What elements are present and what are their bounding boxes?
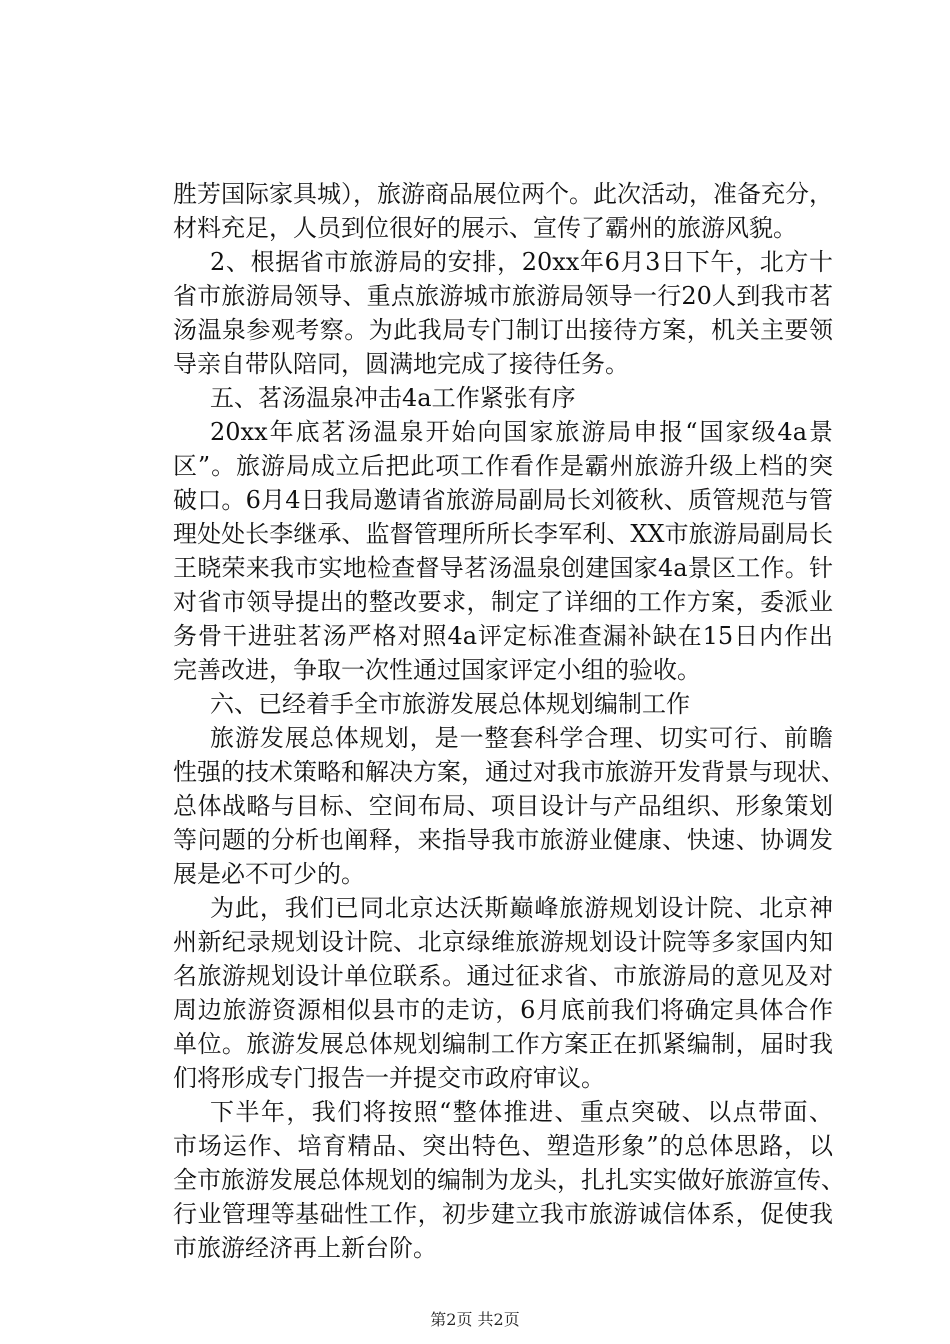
text-line: 名旅游规划设计单位联系。通过征求省、市旅游局的意见及对 — [173, 962, 833, 990]
text-line: 完善改进，争取一次性通过国家评定小组的验收。 — [173, 656, 701, 684]
text-line: 区”。旅游局成立后把此项工作看作是霸州旅游升级上档的突 — [173, 452, 833, 480]
text-line: 单位。旅游发展总体规划编制工作方案正在抓紧编制，届时我 — [173, 1030, 833, 1058]
text-line: 们将形成专门报告一并提交市政府审议。 — [173, 1064, 605, 1092]
page-footer: 第2页 共2页 — [430, 1310, 520, 1329]
text-line: 展是必不可少的。 — [173, 860, 365, 888]
text-line: 旅游发展总体规划，是一整套科学合理、切实可行、前瞻 — [210, 724, 833, 752]
text-line: 王晓荣来我市实地检查督导茗汤温泉创建国家4a景区工作。针 — [173, 554, 833, 582]
text-line: 理处处长李继承、监督管理所所长李军利、XX市旅游局副局长 — [173, 520, 833, 548]
section-heading: 五、茗汤温泉冲击4a工作紧张有序 — [210, 384, 576, 412]
text-line: 材料充足，人员到位很好的展示、宣传了霸州的旅游风貌。 — [173, 214, 797, 242]
text-line: 2、根据省市旅游局的安排，20xx年6月3日下午，北方十 — [210, 248, 833, 276]
text-line: 州新纪录规划设计院、北京绿维旅游规划设计院等多家国内知 — [173, 928, 833, 956]
section-heading: 六、已经着手全市旅游发展总体规划编制工作 — [210, 690, 690, 718]
text-line: 下半年，我们将按照“整体推进、重点突破、以点带面、 — [210, 1098, 833, 1126]
text-line: 性强的技术策略和解决方案，通过对我市旅游开发背景与现状、 — [173, 758, 845, 786]
text-line: 省市旅游局领导、重点旅游城市旅游局领导一行20人到我市茗 — [173, 282, 833, 310]
text-line: 导亲自带队陪同，圆满地完成了接待任务。 — [173, 350, 629, 378]
text-line: 市场运作、培育精品、突出特色、塑造形象”的总体思路，以 — [173, 1132, 833, 1160]
text-line: 务骨干进驻茗汤严格对照4a评定标准查漏补缺在15日内作出 — [173, 622, 833, 650]
text-line: 为此，我们已同北京达沃斯巅峰旅游规划设计院、北京神 — [210, 894, 833, 922]
text-line: 汤温泉参观考察。为此我局专门制订出接待方案，机关主要领 — [173, 316, 833, 344]
text-line: 总体战略与目标、空间布局、项目设计与产品组织、形象策划 — [173, 792, 833, 820]
text-line: 周边旅游资源相似县市的走访，6月底前我们将确定具体合作 — [173, 996, 833, 1024]
text-line: 破口。6月4日我局邀请省旅游局副局长刘筱秋、质管规范与管 — [173, 486, 833, 514]
text-line: 市旅游经济再上新台阶。 — [173, 1234, 437, 1262]
text-line: 等问题的分析也阐释，来指导我市旅游业健康、快速、协调发 — [173, 826, 833, 854]
text-line: 胜芳国际家具城），旅游商品展位两个。此次活动，准备充分， — [173, 180, 833, 208]
text-line: 对省市领导提出的整改要求，制定了详细的工作方案，委派业 — [173, 588, 833, 616]
text-line: 全市旅游发展总体规划的编制为龙头，扎扎实实做好旅游宣传、 — [173, 1166, 845, 1194]
text-line: 行业管理等基础性工作，初步建立我市旅游诚信体系，促使我 — [173, 1200, 833, 1228]
text-line: 20xx年底茗汤温泉开始向国家旅游局申报“国家级4a景 — [210, 418, 833, 446]
